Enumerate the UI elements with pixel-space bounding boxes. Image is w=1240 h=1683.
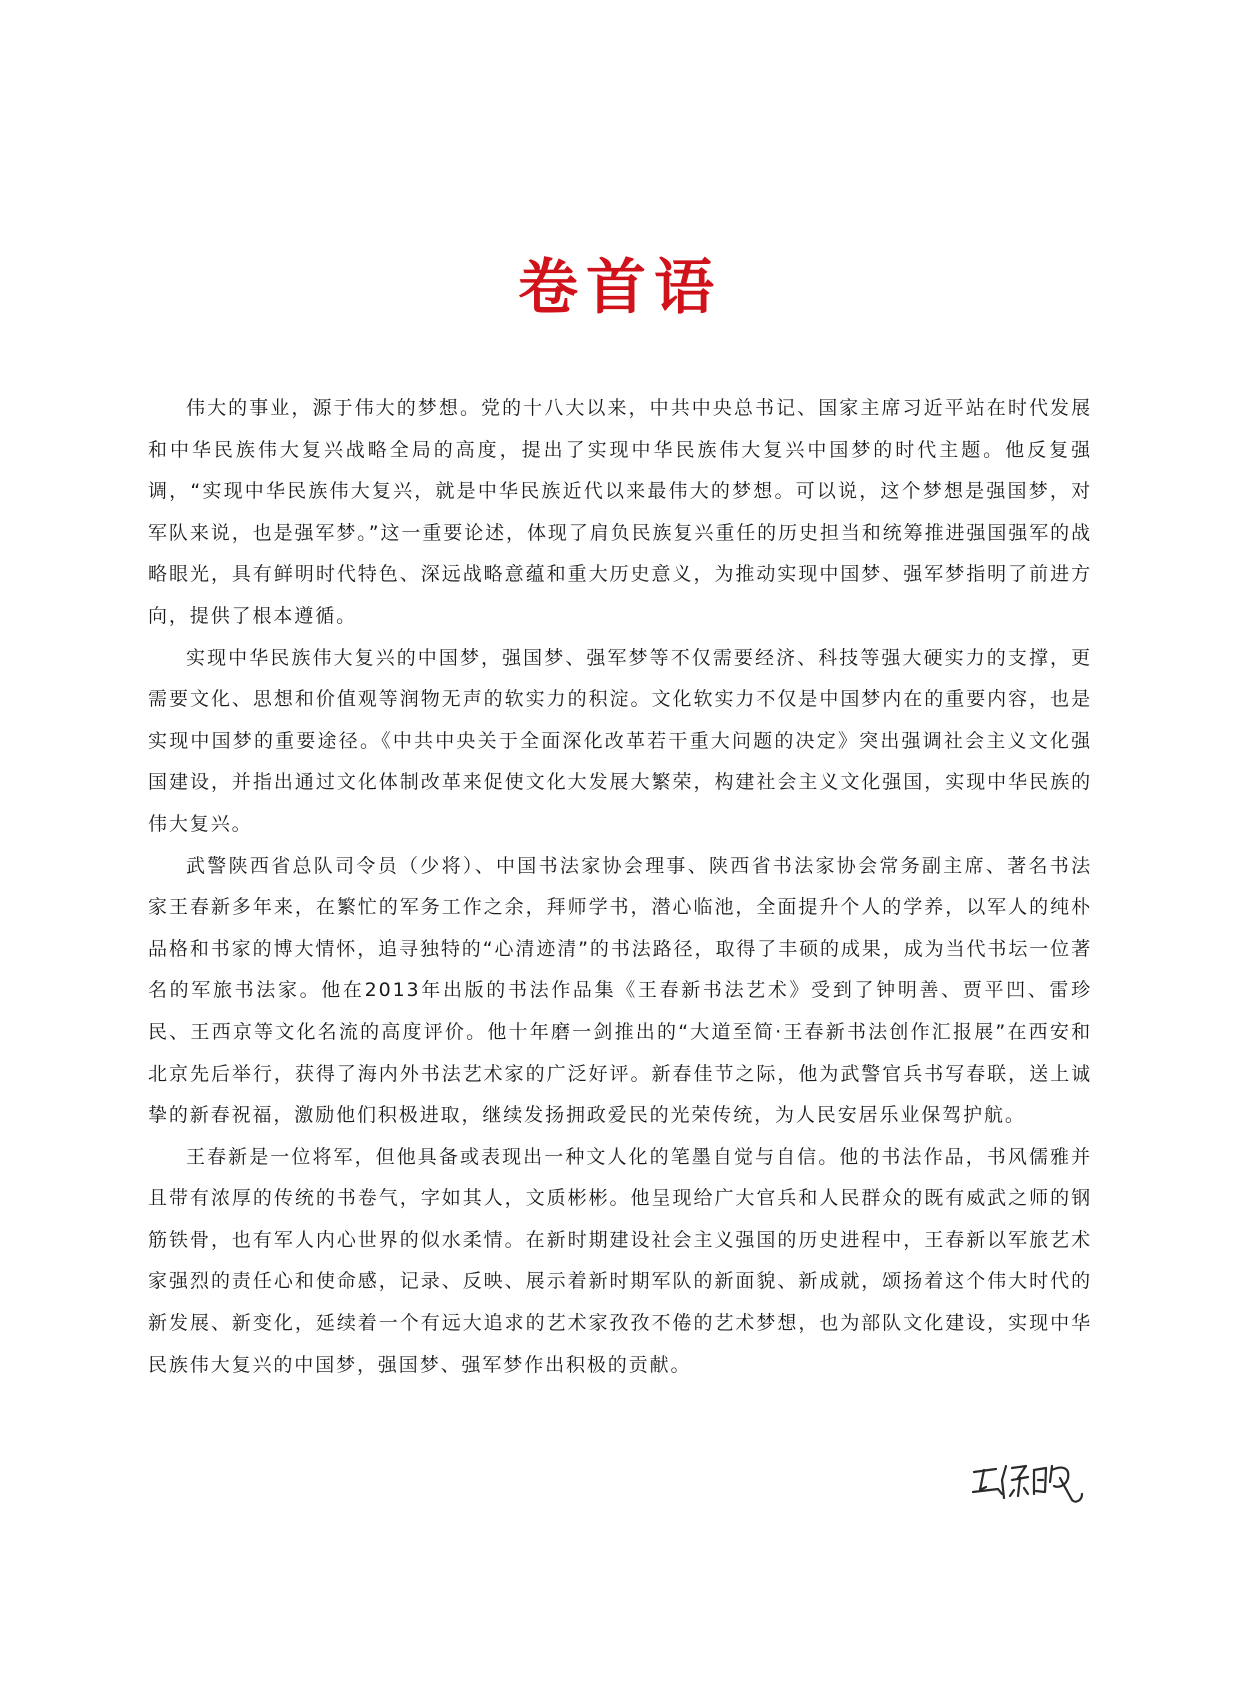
page-title: 卷首语 [518,253,722,323]
body-text [148,388,1092,1386]
paragraph-3: 武警陕西省总队司令员（少将）、中国书法家协会理事、陕西省书法家协会常务副主席、著名书法家王春新多年来，在繁忙的军务工作之余，拜师学书，潜心临池，全面提升个人的学养，以军人的纯朴品格和书家的博大情怀，追寻独特的“心清迹清”的书法路径，取得了丰硕的成果，成为当代书坛一位著名的军旅书法家。他在2013年出版的书法作品集《王春新书法艺术》受到了钟明善、贾平凹、雷珍民、王西京等文化名流的高度评价。他十年磨一剑推出的“大道至简·王春新书法创作汇报展”在西安和北京先后举行，获得了海内外书法艺术家的广泛好评。新春佳节之际，他为武警官兵书写春联，送上诚挚的新春祝福，激励他们积极进取，继续发扬拥政爱民的光荣传统，为人民安居乐业保驾护航。 [148,854,1092,1127]
handwritten-signature [968,1456,1088,1510]
paragraph-1: 伟大的事业，源于伟大的梦想。党的十八大以来，中共中央总书记、国家主席习近平站在时代发展和中华民族伟大复兴战略全局的高度，提出了实现中华民族伟大复兴中国梦的时代主题。他反复强调，“实现中华民族伟大复兴，就是中华民族近代以来最伟大的梦想。可以说，这个梦想是强国梦，对军队来说，也是强军梦。”这一重要论述，体现了肩负民族复兴重任的历史担当和统筹推进强国强军的战略眼光，具有鲜明时代特色、深远战略意蕴和重大历史意义，为推动实现中国梦、强军梦指明了前进方向，提供了根本遵循。 [148,397,1092,627]
paragraph-4: 王春新是一位将军，但他具备或表现出一种文人化的笔墨自觉与自信。他的书法作品，书风儒雅并且带有浓厚的传统的书卷气，字如其人，文质彬彬。他呈现给广大官兵和人民群众的既有威武之师的钢筋铁骨，也有军人内心世界的似水柔情。在新时期建设社会主义强国的历史进程中，王春新以军旅艺术家强烈的责任心和使命感，记录、反映、展示着新时期军队的新面貌、新成就，颂扬着这个伟大时代的新发展、新变化，延续着一个有远大追求的艺术家孜孜不倦的艺术梦想，也为部队文化建设，实现中华民族伟大复兴的中国梦，强国梦、强军梦作出积极的贡献。 [148,1145,1092,1376]
paragraph-2: 实现中华民族伟大复兴的中国梦，强国梦、强军梦等不仅需要经济、科技等强大硬实力的支撑，更需要文化、思想和价值观等润物无声的软实力的积淀。文化软实力不仅是中国梦内在的重要内容，也是实现中国梦的重要途径。《中共中央关于全面深化改革若干重大问题的决定》突出强调社会主义文化强国建设，并指出通过文化体制改革来促使文化大发展大繁荣，构建社会主义文化强国，实现中华民族的伟大复兴。 [148,646,1092,835]
